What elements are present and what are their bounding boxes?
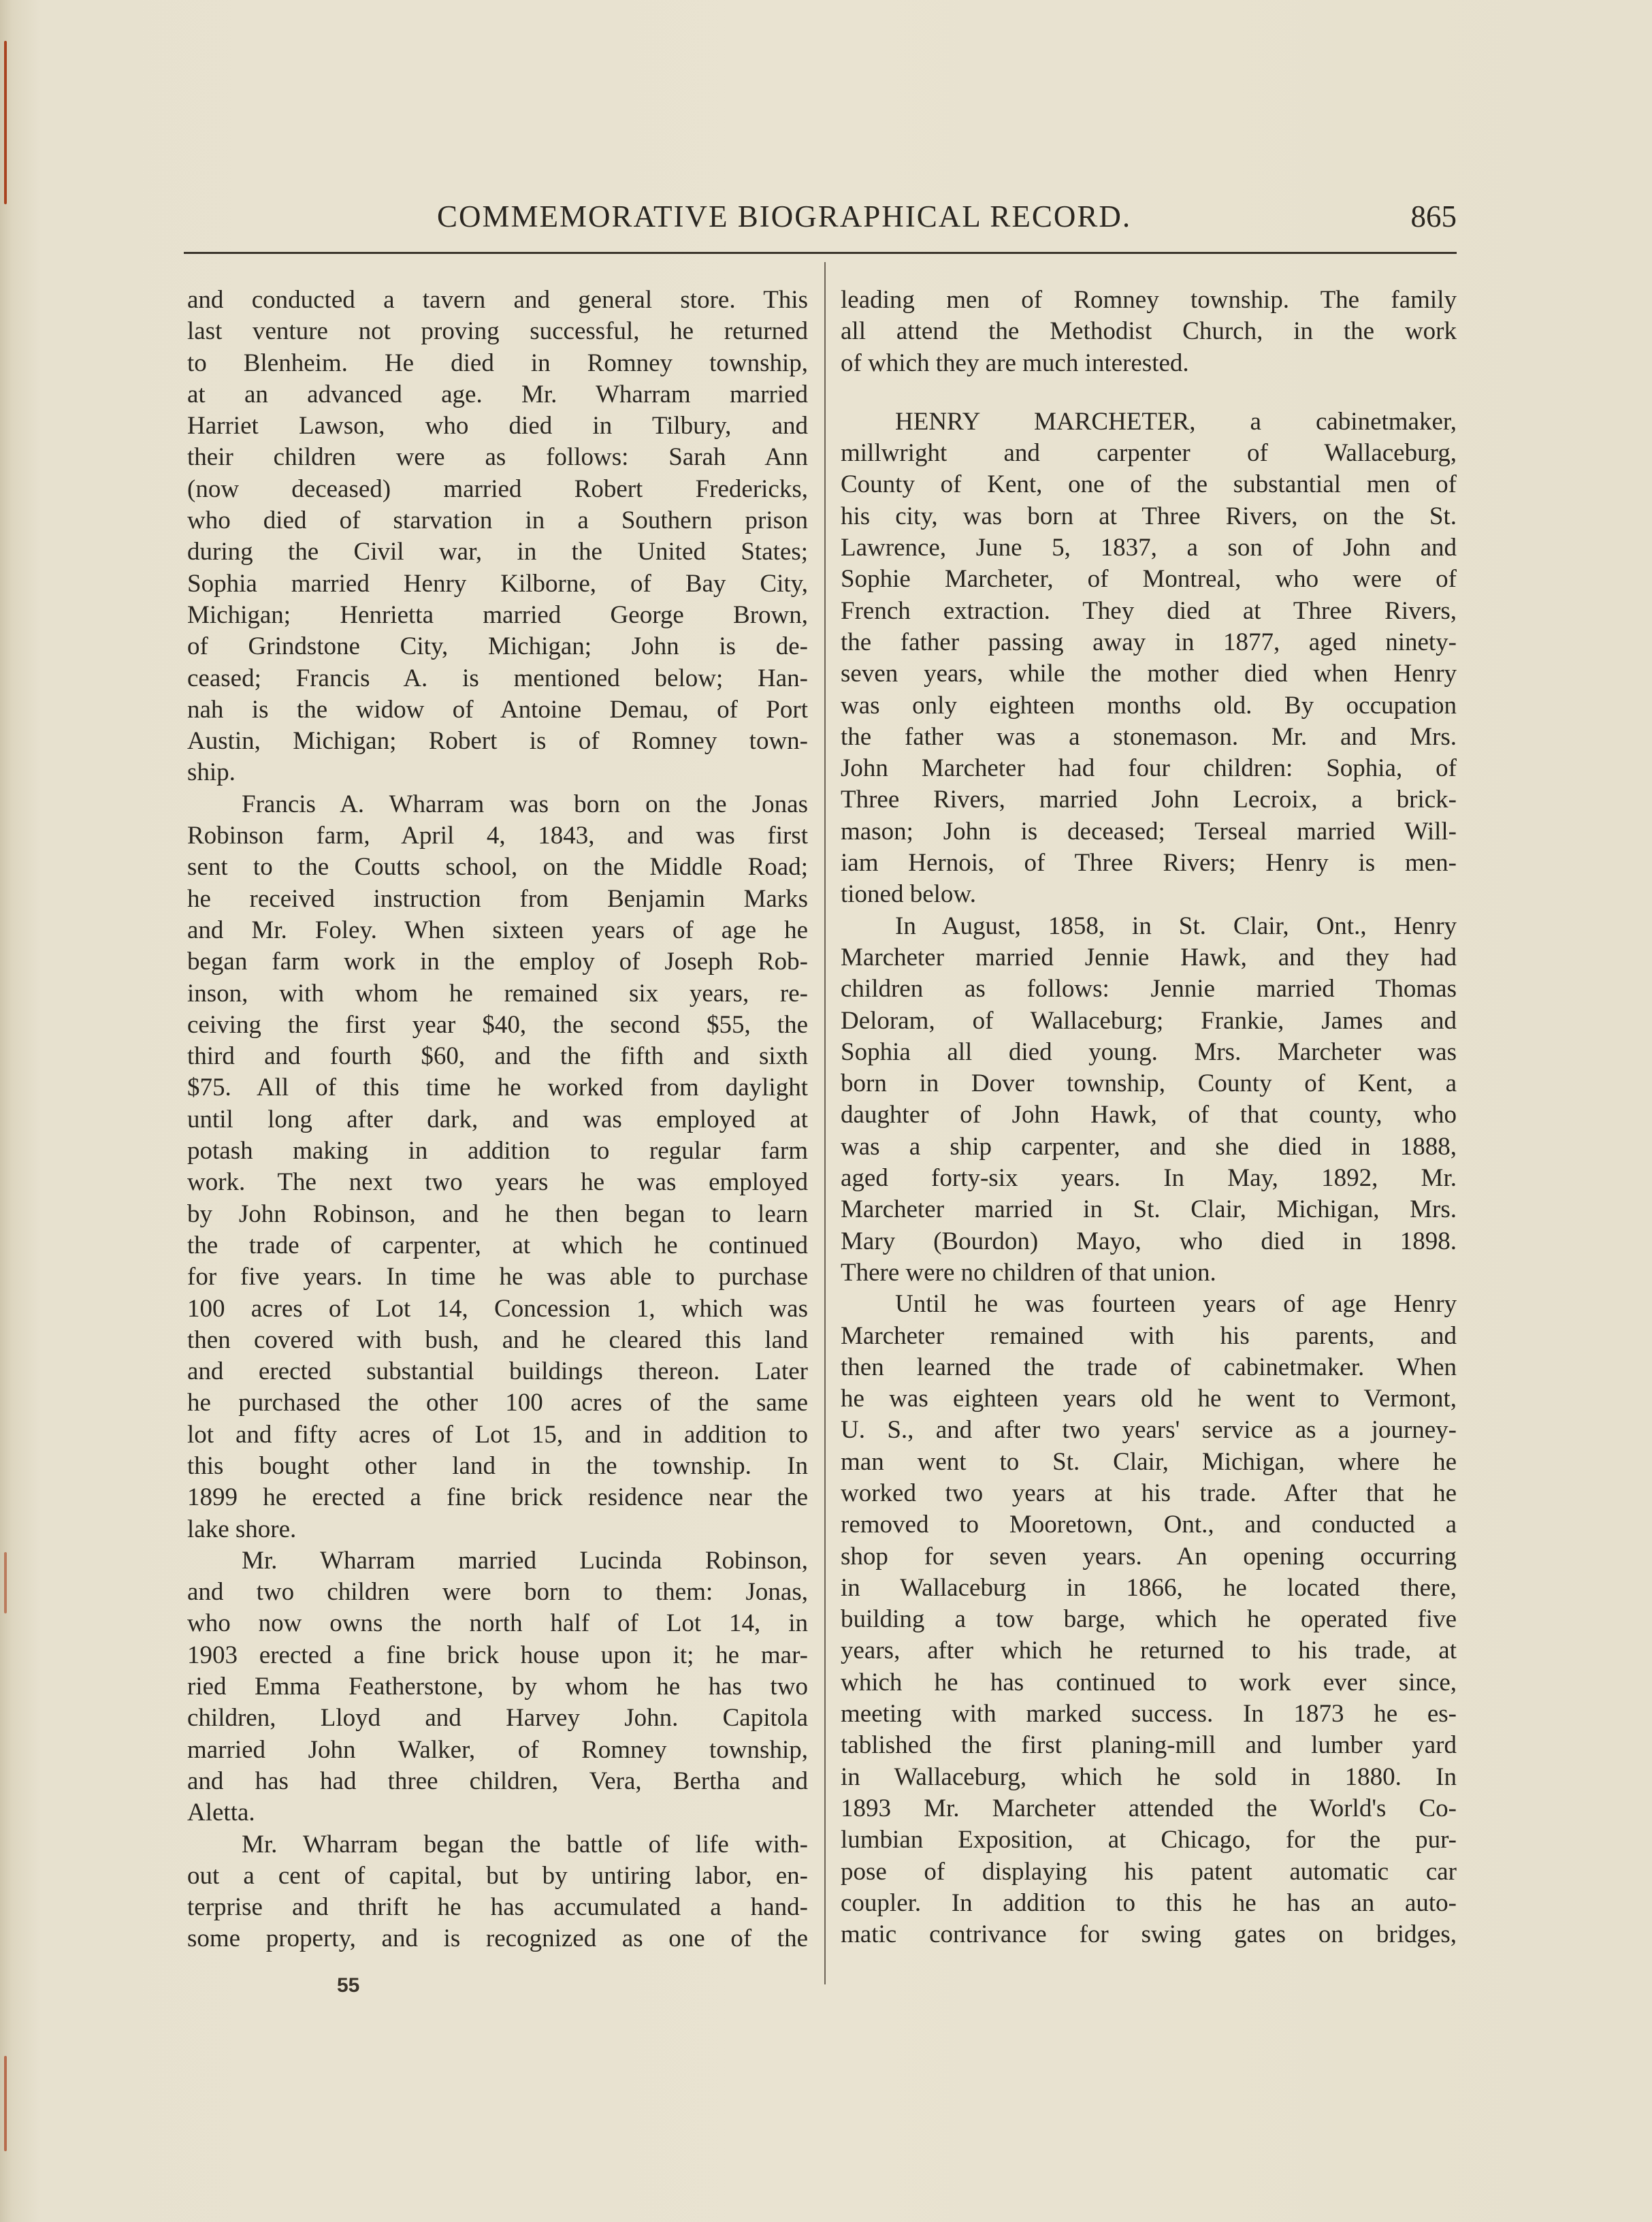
text-line: he purchased the other 100 acres of the same [187,1389,808,1417]
text-line: children, Lloyd and Harvey John. Capitola [187,1704,808,1733]
text-line: work. The next two years he was employed [187,1168,808,1197]
text-line: man went to St. Clair, Michigan, where he [841,1447,1457,1476]
text-line: Marcheter married Jennie Hawk, and they had [841,943,1457,971]
paragraph [187,789,808,1545]
paragraph [187,285,808,789]
text-line: Aletta. [187,1799,255,1827]
text-line: $75. All of this time he worked from daylight [187,1074,808,1102]
text-line: during the Civil war, in the United States; [187,538,808,566]
text-line: in Wallaceburg in 1866, he located there, [841,1573,1457,1602]
text-line: their children were as follows: Sarah Ann [187,443,808,472]
text-line: and two children were born to them: Jonas, [187,1578,808,1607]
text-line: ship. [187,758,236,787]
text-line: Deloram, of Wallaceburg; Frankie, James and [841,1006,1457,1035]
text-line: (now deceased) married Robert Fredericks, [187,474,808,503]
text-line: potash making in addition to regular farm [187,1137,808,1165]
text-line: which he has continued to work ever since, [841,1668,1457,1696]
text-line: 1893 Mr. Marcheter attended the World's Co- [841,1794,1457,1822]
text-line: married John Walker, of Romney township, [187,1735,808,1764]
paragraph [187,1829,808,1955]
right-column [841,285,1457,1950]
text-line: inson, with whom he remained six years, re- [187,979,808,1008]
text-line: for five years. In time he was able to purchase [187,1263,808,1291]
text-line: Robinson farm, April 4, 1843, and was first [187,822,808,850]
text-line: Sophie Marcheter, of Montreal, who were of [841,565,1457,594]
text-line: and erected substantial buildings thereon. Later [187,1357,808,1386]
text-line: out a cent of capital, but by untiring labor, en- [187,1861,808,1890]
text-line: leading men of Romney township. The family [841,286,1457,314]
text-line: meeting with marked success. In 1873 he es- [841,1700,1457,1728]
text-line: ried Emma Featherstone, by whom he has two [187,1673,808,1701]
text-line: Three Rivers, married John Lecroix, a brick- [841,786,1457,814]
spine-edge-mark [4,2056,7,2151]
text-line: Marcheter married in St. Clair, Michigan, Mrs. [841,1195,1457,1224]
text-line: he was eighteen years old he went to Vermont, [841,1385,1457,1413]
text-line: Mr. Wharram began the battle of life with- [242,1830,808,1858]
text-line: Harriet Lawson, who died in Tilbury, and [187,412,808,440]
spine-edge-mark [4,41,7,204]
text-line: worked two years at his trade. After that he [841,1479,1457,1507]
text-line: ceased; Francis A. is mentioned below; Han- [187,664,808,692]
text-line: of Grindstone City, Michigan; John is de- [187,632,808,661]
text-line: building a tow barge, which he operated five [841,1605,1457,1634]
text-line: the trade of carpenter, at which he continued [187,1231,808,1259]
paragraph [187,1545,808,1829]
text-line: 1903 erected a fine brick house upon it; he mar- [187,1641,808,1669]
text-line: Lawrence, June 5, 1837, a son of John and [841,534,1457,562]
text-line: at an advanced age. Mr. Wharram married [187,380,808,408]
left-column [187,285,808,1955]
text-line: terprise and thrift he has accumulated a hand- [187,1893,808,1922]
text-line: Austin, Michigan; Robert is of Romney town- [187,727,808,756]
text-line: millwright and carpenter of Wallaceburg, [841,439,1457,468]
text-line: then learned the trade of cabinetmaker. When [841,1353,1457,1381]
text-line: John Marcheter had four children: Sophia, of [841,754,1457,783]
text-line: daughter of John Hawk, of that county, who [841,1101,1457,1129]
running-head: COMMEMORATIVE BIOGRAPHICAL RECORD. [437,199,1132,234]
paragraph [841,1289,1457,1950]
spine-edge-mark [4,1552,7,1613]
text-line: Sophia all died young. Mrs. Marcheter was [841,1037,1457,1066]
text-line: last venture not proving successful, he returned [187,317,808,346]
paragraph [841,911,1457,1289]
text-line: was a ship carpenter, and she died in 1888, [841,1132,1457,1161]
text-line: he received instruction from Benjamin Marks [187,884,808,913]
text-line: French extraction. They died at Three Rivers, [841,596,1457,625]
text-line: There were no children of that union. [841,1258,1216,1287]
text-line: Francis A. Wharram was born on the Jonas [242,790,808,818]
text-line: ceiving the first year $40, the second $55, the [187,1010,808,1039]
text-line: children as follows: Jennie married Thomas [841,975,1457,1003]
text-line: in Wallaceburg, which he sold in 1880. In [841,1762,1457,1791]
header-rule [184,252,1457,254]
text-line: was only eighteen months old. By occupation [841,691,1457,720]
text-line: Marcheter remained with his parents, and [841,1321,1457,1350]
text-line: matic contrivance for swing gates on bridges, [841,1920,1457,1949]
text-line: until long after dark, and was employed at [187,1105,808,1133]
column-divider [824,262,826,1984]
text-line: tablished the first planing-mill and lumber yard [841,1731,1457,1760]
text-line: lake shore. [187,1515,297,1543]
text-line: lumbian Exposition, at Chicago, for the pur- [841,1826,1457,1854]
text-line: of which they are much interested. [841,349,1189,377]
text-line: who died of starvation in a Southern prison [187,506,808,535]
text-line: and Mr. Foley. When sixteen years of age he [187,916,808,944]
paragraph [841,285,1457,379]
text-line: shop for seven years. An opening occurring [841,1542,1457,1571]
text-line: County of Kent, one of the substantial men of [841,470,1457,499]
text-line: began farm work in the employ of Joseph Rob- [187,948,808,976]
text-line: pose of displaying his patent automatic car [841,1857,1457,1886]
text-line: Until he was fourteen years of age Henry [895,1290,1457,1319]
text-line: and has had three children, Vera, Bertha and [187,1767,808,1795]
text-line: 1899 he erected a fine brick residence near the [187,1483,808,1512]
text-line: this bought other land in the township. In [187,1451,808,1480]
text-line: HENRY MARCHETER, a cabinetmaker, [895,407,1457,436]
text-line: his city, was born at Three Rivers, on the St. [841,502,1457,530]
text-line: Sophia married Henry Kilborne, of Bay City, [187,569,808,598]
text-line: U. S., and after two years' service as a journey- [841,1416,1457,1445]
text-line: the father was a stonemason. Mr. and Mrs. [841,722,1457,751]
page-header [184,192,1457,240]
text-line: all attend the Methodist Church, in the work [841,317,1457,346]
text-line: mason; John is deceased; Terseal married Will- [841,817,1457,846]
page-number: 865 [1410,199,1457,234]
text-line: coupler. In addition to this he has an auto- [841,1888,1457,1917]
text-line: iam Hernois, of Three Rivers; Henry is men- [841,849,1457,877]
paragraph [841,406,1457,911]
text-line: Mary (Bourdon) Mayo, who died in 1898. [841,1227,1457,1255]
text-line: nah is the widow of Antoine Demau, of Port [187,695,808,724]
text-line: Michigan; Henrietta married George Brown, [187,600,808,629]
text-line: born in Dover township, County of Kent, a [841,1069,1457,1098]
text-line: lot and fifty acres of Lot 15, and in addition to [187,1420,808,1449]
text-line: who now owns the north half of Lot 14, in [187,1609,808,1638]
paragraph-gap [841,379,1457,406]
text-line: In August, 1858, in St. Clair, Ont., Henry [895,912,1457,940]
text-line: aged forty-six years. In May, 1892, Mr. [841,1164,1457,1193]
text-line: by John Robinson, and he then began to learn [187,1199,808,1228]
text-line: to Blenheim. He died in Romney township, [187,349,808,377]
text-line: removed to Mooretown, Ont., and conducted a [841,1511,1457,1539]
text-line: third and fourth $60, and the fifth and sixth [187,1042,808,1071]
text-line: tioned below. [841,880,977,909]
text-line: seven years, while the mother died when Henry [841,660,1457,688]
signature-mark: 55 [337,1974,360,1997]
text-line: 100 acres of Lot 14, Concession 1, which was [187,1294,808,1323]
text-line: sent to the Coutts school, on the Middle Road; [187,853,808,882]
text-line: some property, and is recognized as one of the [187,1925,808,1953]
text-line: then covered with bush, and he cleared this land [187,1325,808,1354]
text-line: years, after which he returned to his trade, at [841,1637,1457,1665]
text-line: Mr. Wharram married Lucinda Robinson, [242,1546,808,1575]
text-line: the father passing away in 1877, aged ninety- [841,628,1457,656]
text-line: and conducted a tavern and general store. This [187,286,808,314]
